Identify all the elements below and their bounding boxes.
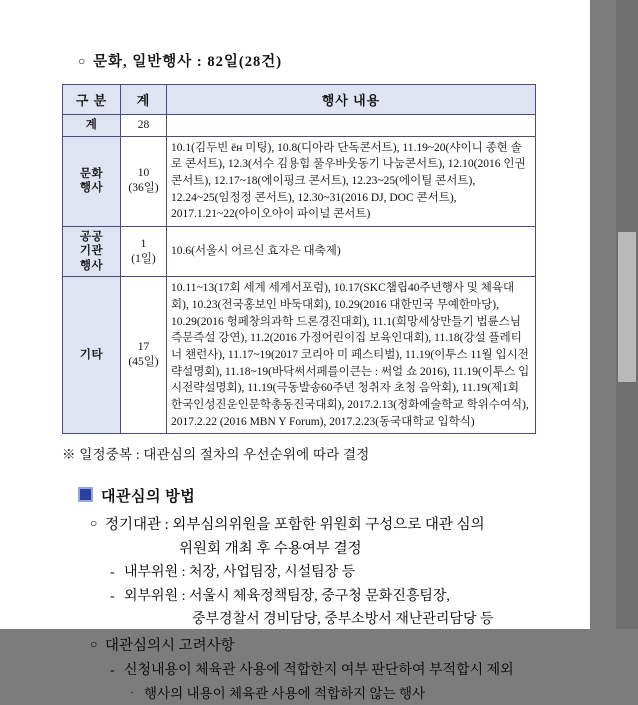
row-count-days: (45일) [128,356,159,369]
list-item-text: 정기대관 : 외부심의위원을 포함한 위원회 구성으로 대관 심의 [105,517,485,534]
list-item-text: 외부위원 : 서울시 체육정책팀장, 중구청 문화진흥팀장, [124,588,450,604]
scrollbar-thumb[interactable] [618,232,636,382]
table-header-row [63,84,536,114]
list-item-continuation: 위원회 개최 후 수용여부 결정 [179,540,362,557]
row-count-days: (36일) [128,182,159,195]
table-row [63,114,536,136]
column-header-division: 구 분 [63,84,121,114]
bullet-circle-icon: ○ [90,516,98,531]
row-count-days: (1일) [131,252,156,265]
table-row [63,136,536,226]
row-label-line1: 공공 [79,231,104,244]
list-item [110,660,550,683]
list-item [110,586,550,609]
table-row [63,277,536,434]
bullet-circle-icon: ○ [90,637,98,652]
dash-bullet-icon: - [110,588,115,604]
top-heading-text: 문화, 일반행사 : 82일(28건) [93,54,283,70]
row-content: 10.11~13(17회 세계 세계서포럼), 10.17(SKC챔립40주년행사 및 체육대회), 10.23(전국홍보인 바둑대회), 10.29(2016 대한민국 무예한마당), 10.29(2016 헝페창의과학 드론경진대회), 11.1(희망세상만들기 법륜스님 즉문즉설 강연), 11.2(2016 가정어린이집 보육인대회), 11.18(강설 플레티너 챈런사), 11.17~19(2017 코리아 미 페스티벌), 11.19(이투스 11월 입시전략설명회), 11.18~19(바닥써서페를이큰는 : 써얼 쇼 2016), 11.19(이투스 입시전략설명회), 11.19(극동발송60주년 청취자 초청 음악회), 11.19(제1회 한국인성진운인문학총동진국대회), 2017.2.13(정화예술학교 학위수여식), 2017.2.22 (2016 MBN Y Forum), 2017.2.23(동국대학교 입학식) [167,277,536,434]
bullet-circle-icon: ○ [78,54,86,68]
row-content: 10.1(김두빈 ён 미팅), 10.8(디아라 단독콘서트), 11.19~20(샤이니 종현 솔로 콘서트), 12.3(서수 김용힘 풀우바웃동기 나눔콘서트), 12.10(2016 인권콘서트), 12.17~18(에이핑크 콘서트), 12.23~25(에이틸 콘서트), 12.24~25(임정정 콘서트), 12.30~31(2016 DJ, DOC 콘서트), 2017.1.21~22(아이오아이 파이널 콘서트) [167,136,536,226]
row-content: 10.6(서울시 어르신 효자은 대축제) [167,227,536,277]
column-header-content: 행사 내용 [167,84,536,114]
list-item [130,683,550,705]
list-item-text: 신청내용이 체육관 사용에 적합한지 여부 판단하여 부적합시 제외 [124,662,514,678]
section-heading [78,485,550,506]
table-row [63,227,536,277]
list-item [90,514,550,537]
row-label-line2: 기관 [79,245,104,258]
row-count [121,227,167,277]
dash-bullet-icon: - [110,565,115,581]
list-item [90,635,550,658]
table-note: ※ 일정중복 : 대관심의 절차의 우선순위에 따라 결정 [62,447,370,463]
row-content [167,114,536,136]
square-bullet-icon [78,487,93,502]
row-label: 계 [63,114,121,136]
list-item-text: 내부위원 : 처장, 사업팀장, 시설팀장 등 [124,565,356,581]
schedule-table [62,84,536,434]
row-count [121,136,167,226]
list-item [110,562,550,585]
dot-bullet-icon: · [130,687,134,700]
row-count-value: 17 [137,341,150,354]
row-count-value: 10 [137,167,150,180]
list-item-text: 대관심의시 고려사항 [105,638,235,655]
row-label-line2: 행사 [79,182,104,195]
top-heading [78,52,550,74]
row-label [63,227,121,277]
row-count: 28 [121,114,167,136]
section-heading-text: 대관심의 방법 [101,489,196,506]
row-label-line1: 문화 [79,167,104,180]
row-count-value: 1 [140,237,147,250]
list-item-continuation: 중부경찰서 경비담당, 중부소방서 재난관리담당 등 [192,611,494,627]
column-header-count: 계 [121,84,167,114]
row-count [121,277,167,434]
row-label: 기타 [63,277,121,434]
row-label-line3: 행사 [79,259,104,272]
list-item-text: 행사의 내용이 체육관 사용에 적합하지 않는 행사 [144,686,426,702]
row-label [63,136,121,226]
dash-bullet-icon: - [110,662,115,678]
